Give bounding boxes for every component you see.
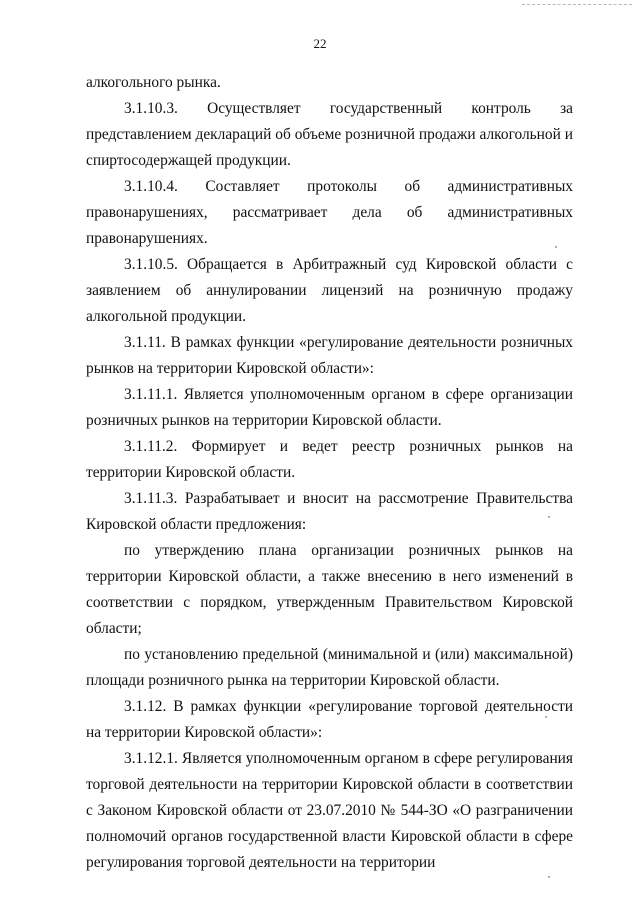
paragraph-3-1-11-1: 3.1.11.1. Является уполномоченным органом в сфере организации розничных рынков на территории Кировской области.	[86, 386, 573, 429]
paragraph-3-1-10-3: 3.1.10.3. Осуществляет государственный контроль за представлением деклараций об объеме розничной продажи алкогольной и спиртосодержащей продукции.	[86, 100, 573, 169]
scan-speck	[545, 716, 547, 718]
paragraph-plan-approval: по утверждению плана организации розничных рынков на территории Кировской области, а также внесению в него изменений в соответствии с порядком, утвержденным Правительством Кировской области;	[86, 542, 573, 637]
page-number: 22	[313, 36, 327, 51]
paragraph-continuation: алкогольного рынка.	[86, 74, 221, 91]
scan-speck	[548, 876, 550, 878]
paragraph-3-1-12-1: 3.1.12.1. Является уполномоченным органом в сфере регулирования торговой деятельности на территории Кировской области в соответствии с Законом Кировской области от 23.07.2010 № 544-ЗО «О разграничении полномочий органов государственной власти Кировской области в сфере регулирования торговой деятельности на территории	[86, 750, 573, 871]
paragraph-3-1-11: 3.1.11. В рамках функции «регулирование деятельности розничных рынков на территории Кировской области»:	[86, 334, 573, 377]
document-body	[86, 70, 573, 876]
paragraph-3-1-10-5: 3.1.10.5. Обращается в Арбитражный суд Кировской области с заявлением об аннулировании лицензий на розничную продажу алкогольной продукции.	[86, 256, 573, 325]
paragraph-3-1-11-3: 3.1.11.3. Разрабатывает и вносит на рассмотрение Правительства Кировской области предложения:	[86, 490, 573, 533]
paragraph-3-1-11-2: 3.1.11.2. Формирует и ведет реестр розничных рынков на территории Кировской области.	[86, 438, 573, 481]
paragraph-area-limits: по установлению предельной (минимальной и (или) максимальной) площади розничного рынка на территории Кировской области.	[86, 646, 573, 689]
paragraph-3-1-10-4: 3.1.10.4. Составляет протоколы об административных правонарушениях, рассматривает дела об административных правонарушениях.	[86, 178, 573, 247]
scan-speck	[548, 516, 550, 518]
scan-artifact-line	[522, 4, 632, 6]
scan-speck	[555, 246, 557, 248]
paragraph-3-1-12: 3.1.12. В рамках функции «регулирование торговой деятельности на территории Кировской области»:	[86, 698, 573, 741]
